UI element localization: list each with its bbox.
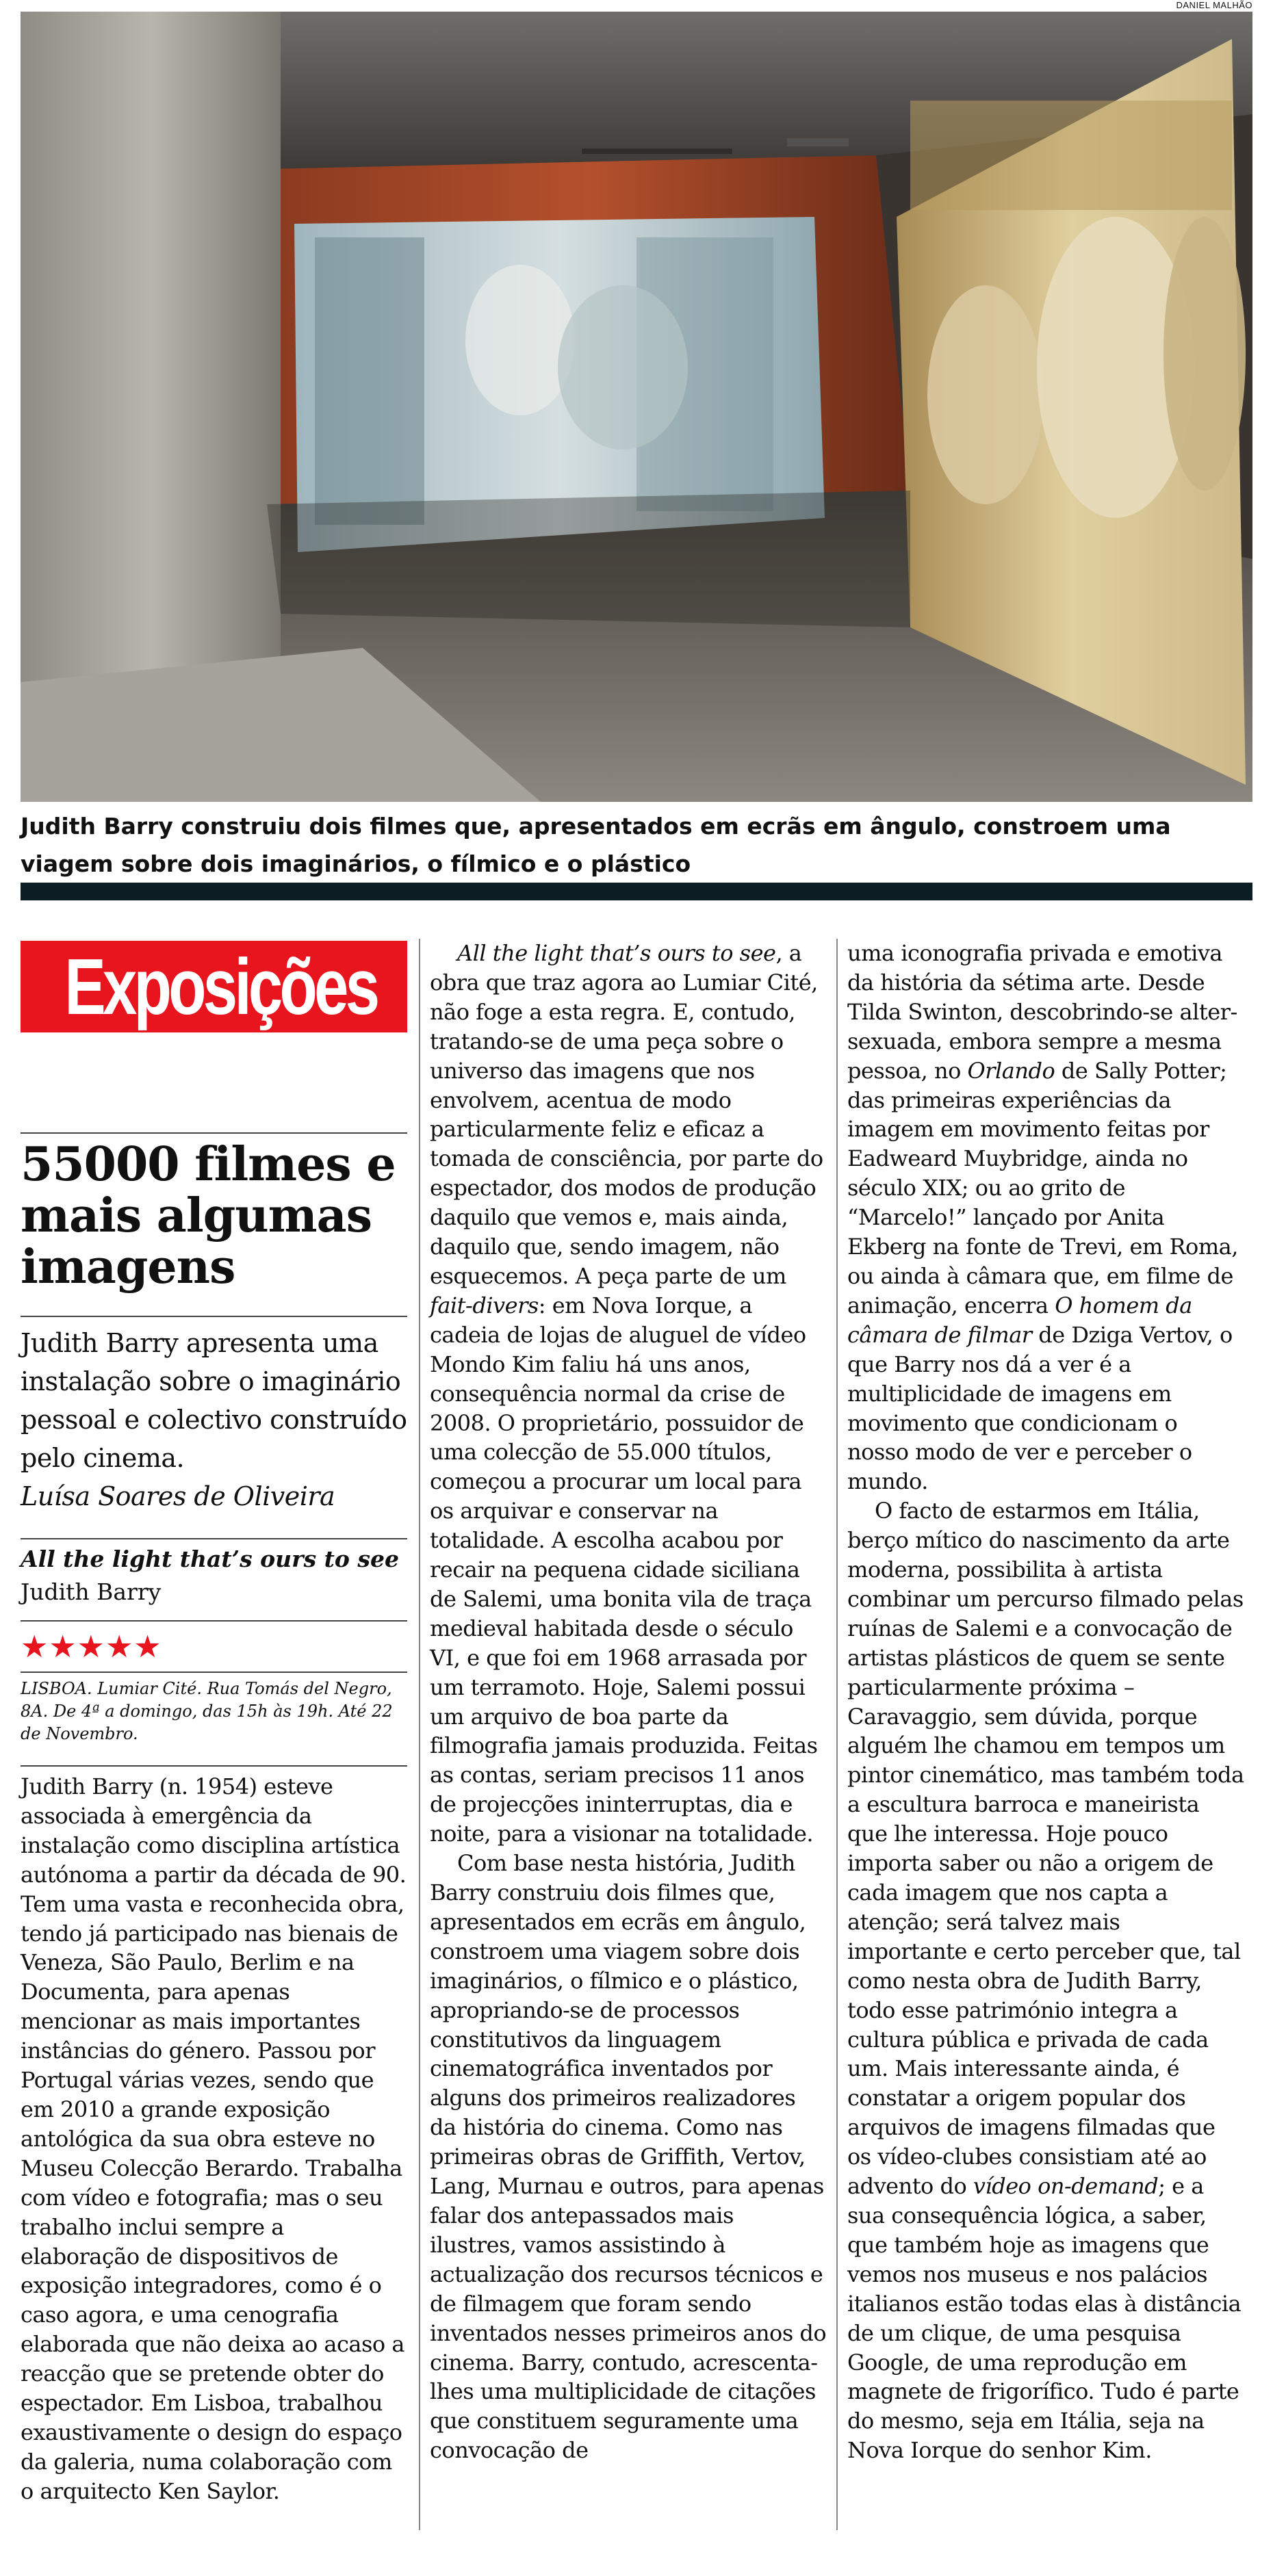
rating-top-rule (21, 1620, 407, 1622)
body-paragraph-2-text-a: , a obra que traz agora ao Lumiar Cité, não foge a esta regra. E, contudo, tratando-se de uma peça sobre o universo das imagens que nos envolvem, acentua de modo particularmente feliz e eficaz a tomada de consciência, por parte do espectador, dos modos de produção daquilo que vemos e, mais ainda, daquilo que, sendo imagem, não esquecemos. A peça parte de um (430, 940, 823, 1289)
film-title-orlando: Orlando (967, 1057, 1055, 1084)
photo-credit: DANIEL MALHÃO (1176, 0, 1252, 10)
installation-photo-illustration (21, 12, 1252, 802)
article-standfirst (21, 1324, 407, 1515)
body-paragraph-4 (847, 939, 1244, 1496)
column-divider-1 (419, 939, 420, 2530)
section-label: Exposições (64, 942, 377, 1031)
body-paragraph-4-text-a: uma iconografia privada e emotiva da história da sétima arte. Desde Tilda Swinton, descobrindo-se alter-sexuada, embora sempre a mesma pessoa, no (847, 940, 1237, 1084)
work-artist: Judith Barry (21, 1578, 162, 1605)
review-top-rule (21, 1538, 407, 1539)
body-paragraph-5 (847, 1496, 1244, 2465)
article-author: Luísa Soares de Oliveira (21, 1481, 335, 1511)
installation-photo (21, 12, 1252, 802)
info-top-rule (21, 1671, 407, 1673)
body-column-2 (430, 939, 827, 2465)
caption-divider (21, 883, 1252, 900)
body-paragraph-4-text-c: de Dziga Vertov, o que Barry nos dá a ver é a multiplicidade de imagens em movimento que condicionam o nosso modo de ver e perceber o mundo. (847, 1321, 1233, 1495)
photo-caption: Judith Barry construiu dois filmes que, apresentados em ecrãs em ângulo, constroem uma viagem sobre dois imaginários, o fílmico e o plástico (21, 813, 1171, 877)
video-on-demand-term: vídeo on-demand (973, 2173, 1159, 2200)
body-column-3 (847, 939, 1244, 2465)
body-paragraph-4-text-b: de Sally Potter; das primeiras experiências da imagem em movimento feitas por Eadweard Muybridge, ainda no século XIX; ou ao grito de “Marcelo!” lançado por Anita Ekberg na fonte de Trevi, em Roma, ou ainda à câmara que, em filme de animação, encerra (847, 1057, 1238, 1318)
body-column-1 (21, 1772, 407, 2506)
film-title-vertov: O homem da câmara de filmar (847, 1292, 1192, 1348)
body-paragraph-5-text-b: ; e a sua consequência lógica, a saber, que também hoje as imagens que vemos nos museus e nos palácios italianos estão todas elas à distância de um clique, de uma pesquisa Google, de uma reprodução em magnete de frigorífico. Tudo é parte do mesmo, seja em Itália, seja na Nova Iorque do senhor Kim. (847, 2173, 1242, 2464)
body-paragraph-2-text-b: : em Nova Iorque, a cadeia de lojas de aluguel de vídeo Mondo Kim faliu há uns anos, consequência normal da crise de 2008. O proprietário, possuidor de uma colecção de 55.000 títulos, começou a procurar um local para os arquivar e conservar na totalidade. A escolha acabou por recair na pequena cidade siciliana de Salemi, uma bonita vila de traça medieval habitada desde o século VI, e que foi em 1968 arrasada por um terramoto. Hoje, Salemi possui um arquivo de boa parte da filmografia jamais produzida. Feitas as contas, seriam precisos 11 anos de projecções ininterruptas, dia e noite, para a visionar na totalidade. (430, 1292, 818, 1847)
standfirst-text: Judith Barry apresenta uma instalação sobre o imaginário pessoal e colectivo construído pelo cinema. (21, 1328, 407, 1473)
body-paragraph-1: Judith Barry (n. 1954) esteve associada à emergência da instalação como disciplina artística autónoma a partir da década de 90. Tem uma vasta e reconhecida obra, tendo já participado nas bienais de Veneza, São Paulo, Berlim e na Documenta, para apenas mencionar as mais importantes instâncias do género. Passou por Portugal várias vezes, sendo que em 2010 a grande exposição antológica da sua obra esteve no Museu Colecção Berardo. Trabalha com vídeo e fotografia; mas o seu trabalho inclui sempre a elaboração de dispositivos de exposição integradores, como é o caso agora, e uma cenografia elaborada que não deixa ao acaso a reacção que se pretende obter do espectador. Em Lisboa, trabalhou exaustivamente o design do espaço da galeria, numa colaboração com o arquitecto Ken Saylor. (21, 1773, 407, 2504)
body-paragraph-2 (430, 939, 827, 1849)
work-title-inline: All the light that’s ours to see (457, 940, 776, 966)
section-banner (21, 941, 407, 1032)
body-paragraph-3: Com base nesta história, Judith Barry construiu dois filmes que, apresentados em ecrãs em ângulo, constroem uma viagem sobre dois imaginários, o fílmico e o plástico, apropriando-se de processos constitutivos da linguagem cinematográfica inventados por alguns dos primeiros realizadores da história do cinema. Como nas primeiras obras de Griffith, Vertov, Lang, Murnau e outros, para apenas falar dos antepassados mais ilustres, vamos assistindo à actualização dos recursos técnicos e de filmagem que foram sendo inventados nesses primeiros anos do cinema. Barry, contudo, acrescenta-lhes uma multiplicidade de citações que constituem seguramente uma convocação de (430, 1850, 827, 2464)
body-top-rule (21, 1765, 407, 1767)
column-divider-2 (836, 939, 838, 2530)
venue-info: LISBOA. Lumiar Cité. Rua Tomás del Negro, 8A. De 4ª a domingo, das 15h às 19h. Até 22 de Novembro. (21, 1679, 393, 1743)
standfirst-top-rule (21, 1316, 407, 1317)
article-headline: 55000 filmes e mais algumas imagens (21, 1137, 396, 1294)
headline-top-rule (21, 1132, 407, 1134)
work-title: All the light that’s ours to see (21, 1546, 399, 1572)
star-rating: ★★★★★ (21, 1628, 162, 1665)
fait-divers-term: fait-divers (430, 1292, 539, 1318)
body-paragraph-5-text-a: O facto de estarmos em Itália, berço mítico do nascimento da arte moderna, possibilita à artista combinar um percurso filmado pelas ruínas de Salemi e a convocação de artistas plásticos de quem se sente particularmente próxima – Caravaggio, sem dúvida, porque alguém lhe chamou em tempos um pintor cinemático, mas também toda a escultura barroca e maneirista que lhe interessa. Hoje pouco importa saber ou não a origem de cada imagem que nos capta a atenção; será talvez mais importante e certo perceber que, tal como nesta obra de Judith Barry, todo esse património integra a cultura pública e privada de cada um. Mais interessante ainda, é constatar a origem popular dos arquivos de imagens filmadas que os vídeo-clubes consistiam até ao advento do (847, 1498, 1244, 2200)
